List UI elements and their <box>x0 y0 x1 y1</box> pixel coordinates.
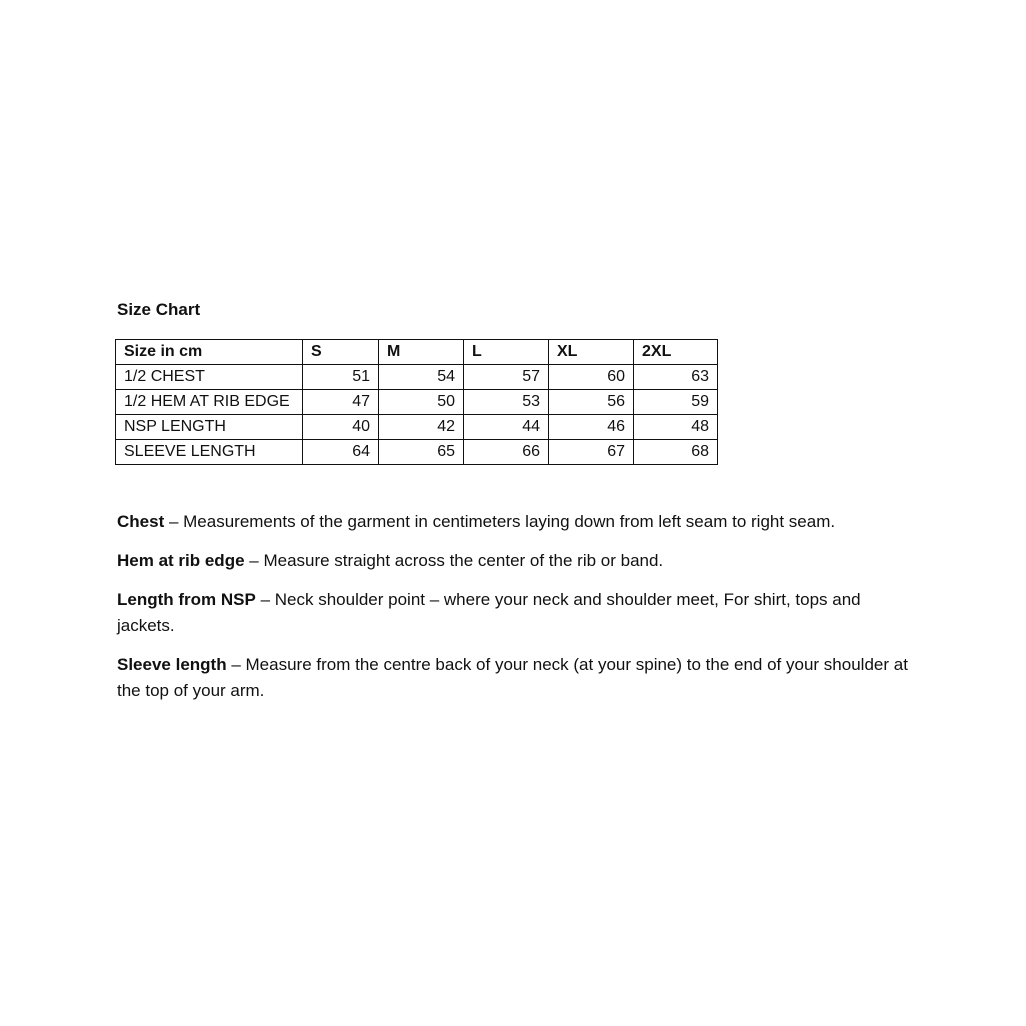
row-label: 1/2 HEM AT RIB EDGE <box>116 390 303 415</box>
definition-sleeve-length <box>117 652 917 704</box>
table-cell: 47 <box>303 390 379 415</box>
definition-hem <box>117 548 917 574</box>
definition-text: – Measurements of the garment in centimeters laying down from left seam to right seam. <box>164 512 836 531</box>
page-title: Size Chart <box>117 300 201 319</box>
header-size-m: M <box>379 340 464 365</box>
table-cell: 54 <box>379 365 464 390</box>
definition-term: Length from NSP <box>117 590 256 609</box>
table-cell: 50 <box>379 390 464 415</box>
table-cell: 64 <box>303 440 379 465</box>
table-header-row <box>116 340 718 365</box>
header-size-l: L <box>464 340 549 365</box>
definition-chest <box>117 509 917 535</box>
header-size-xl: XL <box>549 340 634 365</box>
definition-text: – Measure straight across the center of the rib or band. <box>244 551 664 570</box>
table-cell: 48 <box>634 415 718 440</box>
table-cell: 67 <box>549 440 634 465</box>
table-cell: 65 <box>379 440 464 465</box>
table-cell: 56 <box>549 390 634 415</box>
table-cell: 68 <box>634 440 718 465</box>
table-cell: 59 <box>634 390 718 415</box>
row-label: 1/2 CHEST <box>116 365 303 390</box>
row-label: NSP LENGTH <box>116 415 303 440</box>
table-cell: 53 <box>464 390 549 415</box>
table-cell: 63 <box>634 365 718 390</box>
header-size-s: S <box>303 340 379 365</box>
table-cell: 57 <box>464 365 549 390</box>
definition-text: – Measure from the centre back of your neck (at your spine) to the end of your shoulder at the top of your arm. <box>117 655 908 700</box>
definition-term: Hem at rib edge <box>117 551 245 570</box>
table-cell: 42 <box>379 415 464 440</box>
table-row <box>116 390 718 415</box>
table-cell: 66 <box>464 440 549 465</box>
table-cell: 40 <box>303 415 379 440</box>
definition-term: Chest <box>117 512 165 531</box>
table-cell: 46 <box>549 415 634 440</box>
size-chart-table <box>115 339 718 465</box>
measurement-definitions <box>117 509 917 717</box>
header-size-in-cm: Size in cm <box>116 340 303 365</box>
definition-text: – Neck shoulder point – where your neck and shoulder meet, For shirt, tops and jackets. <box>117 590 861 635</box>
header-size-2xl: 2XL <box>634 340 718 365</box>
definition-term: Sleeve length <box>117 655 227 674</box>
table-cell: 60 <box>549 365 634 390</box>
definition-length-nsp <box>117 587 917 639</box>
table-cell: 44 <box>464 415 549 440</box>
row-label: SLEEVE LENGTH <box>116 440 303 465</box>
table-row <box>116 440 718 465</box>
table-row <box>116 365 718 390</box>
table-cell: 51 <box>303 365 379 390</box>
table-row <box>116 415 718 440</box>
